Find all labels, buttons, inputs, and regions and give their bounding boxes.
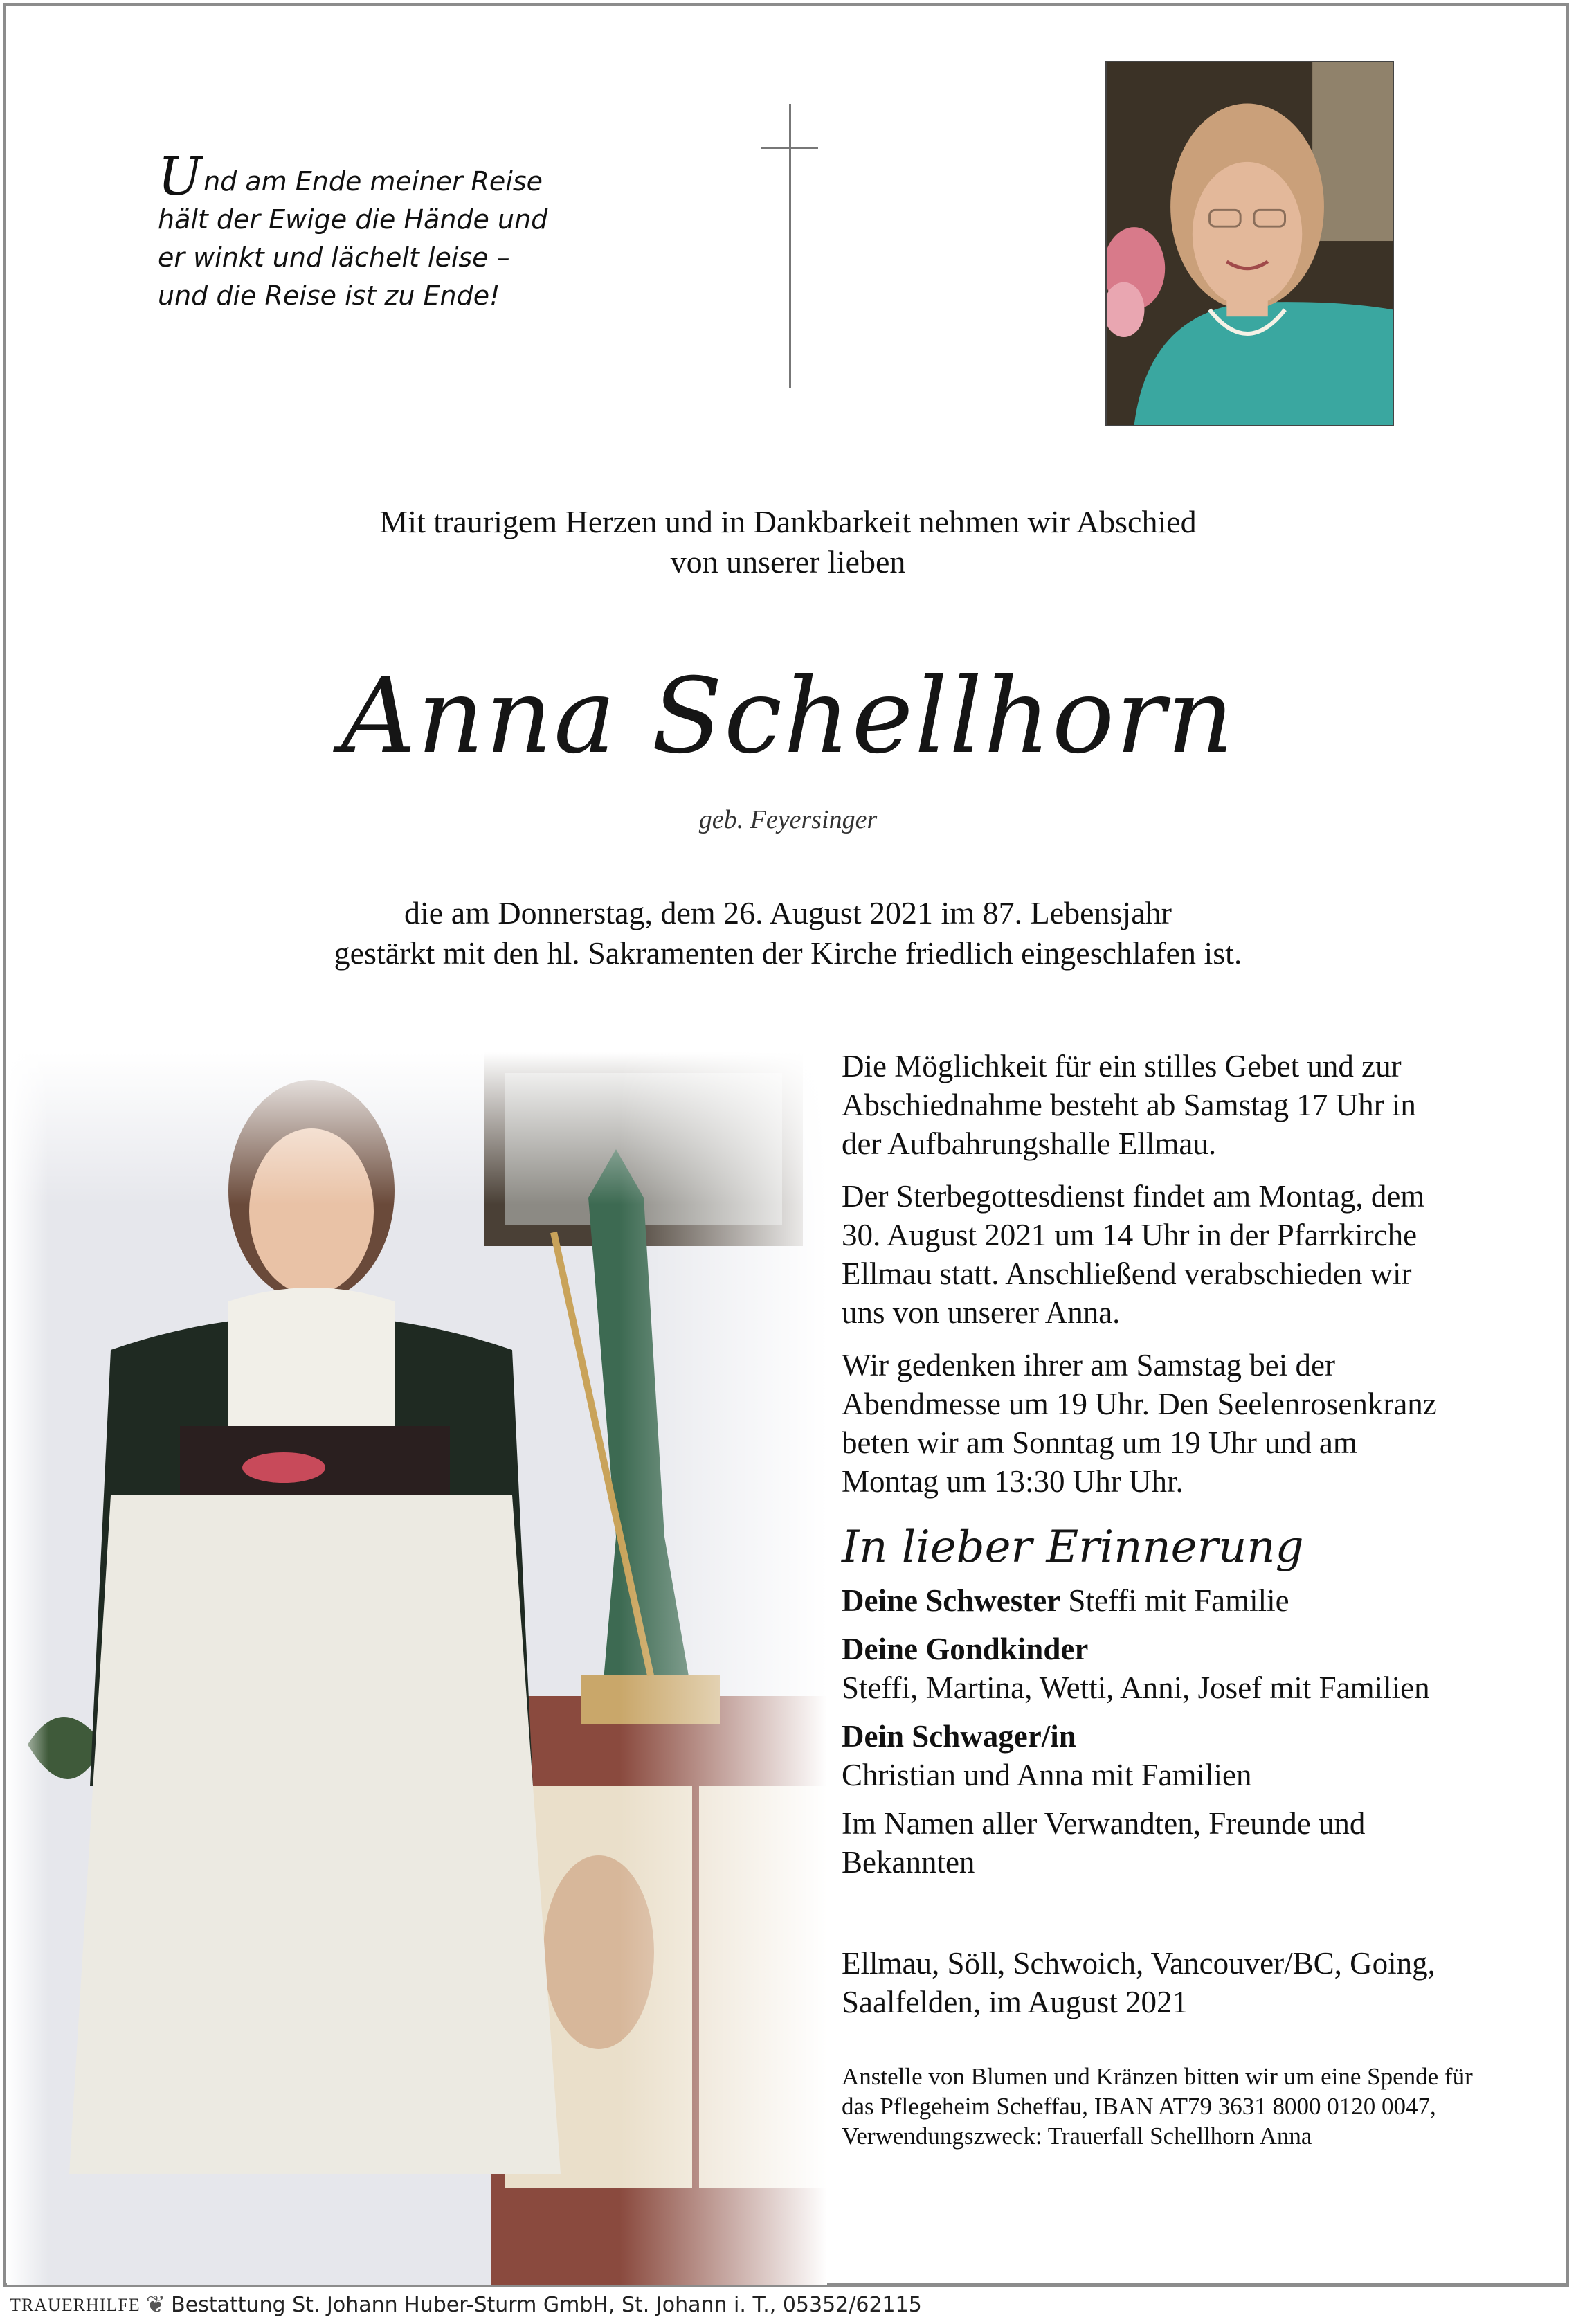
family-godchildren xyxy=(842,1630,1534,1707)
memorial-line: Abendmesse um 19 Uhr. Den Seelenrosenkranz xyxy=(842,1387,1437,1421)
deceased-name: Anna Schellhorn xyxy=(341,656,1235,777)
intro-text xyxy=(0,502,1576,582)
photo-fade-right xyxy=(619,1052,827,2285)
intro-line-1: Mit traurigem Herzen und in Dankbarkeit nehmen wir Abschied xyxy=(379,504,1197,539)
details-column xyxy=(842,1047,1534,2165)
sister-names: Steffi mit Familie xyxy=(1068,1583,1289,1618)
inlaws-label: Dein Schwager/in xyxy=(842,1719,1076,1754)
footer xyxy=(10,2291,922,2319)
memorial-line: Wir gedenken ihrer am Samstag bei der xyxy=(842,1348,1335,1382)
sister-label: Deine Schwester xyxy=(842,1583,1061,1618)
portrait-photo xyxy=(1105,61,1394,426)
place-date xyxy=(842,1944,1534,2021)
family-all-line-2: Bekannten xyxy=(842,1845,975,1880)
viewing-line: der Aufbahrungshalle Ellmau. xyxy=(842,1126,1217,1161)
family-all-line-1: Im Namen aller Verwandten, Freunde und xyxy=(842,1806,1366,1841)
leaf-icon: ❦ xyxy=(145,2292,166,2318)
family-all xyxy=(842,1804,1534,1882)
godchildren-label: Deine Gondkinder xyxy=(842,1632,1089,1666)
intro-line-2: von unserer lieben xyxy=(670,544,906,579)
maiden-name: geb. Feyersinger xyxy=(698,805,878,834)
footer-company: Bestattung St. Johann Huber-Sturm GmbH, St. Johann i. T., 05352/62115 xyxy=(171,2293,922,2317)
memorial-paragraph xyxy=(842,1346,1534,1501)
viewing-paragraph xyxy=(842,1047,1534,1163)
funeral-line: uns von unserer Anna. xyxy=(842,1295,1121,1330)
donation-line: Verwendungszweck: Trauerfall Schellhorn Anna xyxy=(842,2123,1312,2150)
donation-line: das Pflegeheim Scheffau, IBAN AT79 3631 8000 0120 0047, xyxy=(842,2093,1436,2120)
poem-line-1: nd am Ende meiner Reise xyxy=(203,166,543,197)
poem-line-4: und die Reise ist zu Ende! xyxy=(158,280,500,311)
family-sister xyxy=(842,1581,1534,1620)
family-inlaws xyxy=(842,1717,1534,1794)
funeral-line: Ellmau statt. Anschließend verabschieden wir xyxy=(842,1256,1412,1291)
portrait-illustration xyxy=(1107,62,1393,425)
death-line-1: die am Donnerstag, dem 26. August 2021 im 87. Lebensjahr xyxy=(404,895,1172,930)
funeral-line: 30. August 2021 um 14 Uhr in der Pfarrkirche xyxy=(842,1218,1418,1252)
funeral-line: Der Sterbegottesdienst findet am Montag, dem xyxy=(842,1179,1425,1214)
place-line: Ellmau, Söll, Schwoich, Vancouver/BC, Going, xyxy=(842,1946,1435,1981)
death-line-2: gestärkt mit den hl. Sakramenten der Kirche friedlich eingeschlafen ist. xyxy=(334,935,1242,971)
photo-fade-left xyxy=(7,1052,48,2285)
memorial-line: Montag um 13:30 Uhr Uhr. xyxy=(842,1464,1184,1499)
viewing-line: Abschiednahme besteht ab Samstag 17 Uhr in xyxy=(842,1088,1416,1122)
poem-line-3: er winkt und lächelt leise – xyxy=(158,242,510,273)
poem-initial: U xyxy=(158,145,203,207)
godchildren-names: Steffi, Martina, Wetti, Anni, Josef mit Familien xyxy=(842,1670,1430,1705)
funeral-paragraph xyxy=(842,1177,1534,1332)
poem-line-2: hält der Ewige die Hände und xyxy=(158,204,548,235)
in-memory-heading: In lieber Erinnerung xyxy=(842,1522,1304,1573)
poem xyxy=(158,145,642,315)
inlaws-names: Christian und Anna mit Familien xyxy=(842,1758,1252,1792)
donation-line: Anstelle von Blumen und Kränzen bitten wir um eine Spende für xyxy=(842,2063,1473,2090)
footer-brand: TRAUERHILFE xyxy=(10,2295,141,2315)
memorial-photo xyxy=(7,1052,827,2285)
death-notice xyxy=(0,893,1576,973)
memorial-line: beten wir am Sonntag um 19 Uhr und am xyxy=(842,1425,1357,1460)
donation-note xyxy=(842,2062,1534,2151)
cross-horizontal-beam xyxy=(761,147,818,149)
viewing-line: Die Möglichkeit für ein stilles Gebet und zur xyxy=(842,1049,1402,1083)
place-line: Saalfelden, im August 2021 xyxy=(842,1985,1188,2019)
